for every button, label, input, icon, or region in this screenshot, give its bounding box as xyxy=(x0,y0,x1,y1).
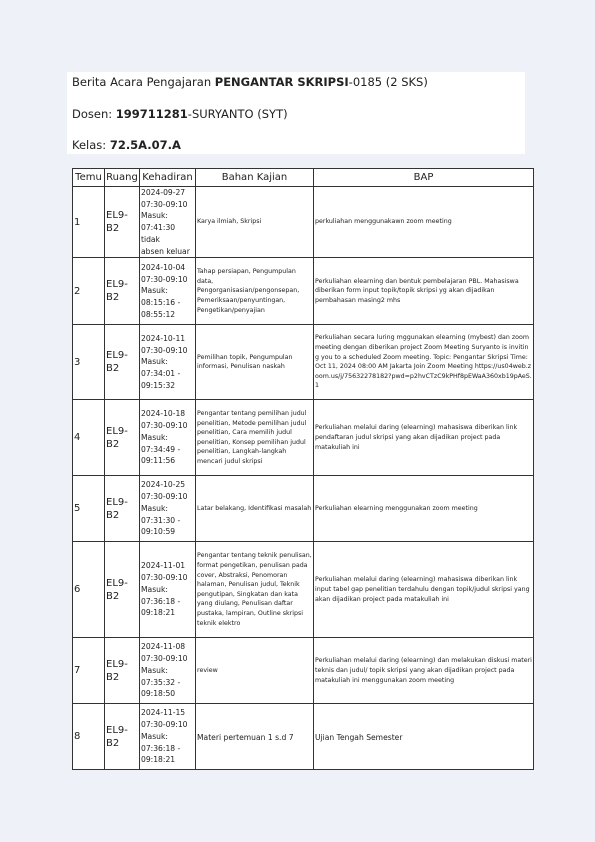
class-line xyxy=(72,138,181,152)
cell-kehadiran: 2024-10-11 07:30-09:10 Masuk: 07:34:01 - 09:15:32 xyxy=(140,325,196,400)
cell-bahan-kajian: Pengantar tentang teknik penulisan, format pengetikan, penulisan pada cover, Abstraksi, Penomoran halaman, Penulisan judul, Teknik pengutipan, Singkatan dan kata yang diulang, Penulisan daftar pustaka, lampiran, Outline skripsi teknik elektro xyxy=(196,542,314,638)
cell-kehadiran: 2024-11-15 07:30-09:10 Masuk: 07:36:18 - 09:18:21 xyxy=(140,704,196,770)
table-row xyxy=(73,187,534,258)
cell-ruang: EL9- B2 xyxy=(105,638,140,704)
cell-temu: 1 xyxy=(73,187,105,258)
cell-ruang: EL9- B2 xyxy=(105,325,140,400)
cell-bahan-kajian: Latar belakang, Identifikasi masalah xyxy=(196,476,314,542)
table-header-row xyxy=(73,169,534,187)
table-row xyxy=(73,638,534,704)
cell-ruang: EL9- B2 xyxy=(105,704,140,770)
cell-temu: 7 xyxy=(73,638,105,704)
cell-bap: perkuliahan menggunakawn zoom meeting xyxy=(314,187,534,258)
table-row xyxy=(73,258,534,325)
cell-bahan-kajian: Materi pertemuan 1 s.d 7 xyxy=(196,704,314,770)
lecturer-nip: 199711281 xyxy=(115,107,188,121)
cell-bap: Perkuliahan elearning dan bentuk pembelajaran PBL. Mahasiswa diberikan form input topik/topik skripsi yg akan dijadikan pembahasan masing2 mhs xyxy=(314,258,534,325)
class-value: 72.5A.07.A xyxy=(109,138,181,152)
col-header-ruang: Ruang xyxy=(105,169,140,187)
cell-temu: 6 xyxy=(73,542,105,638)
lecturer-line xyxy=(72,107,288,121)
cell-bahan-kajian: Tahap persiapan, Pengumpulan data, Pengorganisasian/pengonsepan, Pemeriksaan/penyuntingan, Pengetikan/penyajian xyxy=(196,258,314,325)
course-name: PENGANTAR SKRIPSI xyxy=(214,75,349,89)
cell-bahan-kajian: Pemilihan topik, Pengumpulan informasi, Penulisan naskah xyxy=(196,325,314,400)
col-header-bap: BAP xyxy=(314,169,534,187)
cell-bap: Perkuliahan melalui daring (elearning) mahasiswa diberikan link pendaftaran judul skripsi yang akan dijadikan project pada matakuliah ini xyxy=(314,400,534,476)
cell-ruang: EL9- B2 xyxy=(105,400,140,476)
cell-temu: 2 xyxy=(73,258,105,325)
cell-bap: Perkuliahan elearning menggunakan zoom meeting xyxy=(314,476,534,542)
cell-kehadiran: 2024-10-18 07:30-09:10 Masuk: 07:34:49 - 09:11:56 xyxy=(140,400,196,476)
table-row xyxy=(73,476,534,542)
cell-ruang: EL9- B2 xyxy=(105,542,140,638)
table-row xyxy=(73,542,534,638)
cell-ruang: EL9- B2 xyxy=(105,258,140,325)
class-label: Kelas: xyxy=(72,138,110,152)
col-header-kehadiran: Kehadiran xyxy=(140,169,196,187)
cell-bap: Perkuliahan melalui daring (elearning) dan melakukan diskusi materi teknis dan judul/ topik skripsi yang akan dijadikan project pada matakuliah ini menggunakan zoom meeting xyxy=(314,638,534,704)
title-prefix: Berita Acara Pengajaran xyxy=(72,75,215,89)
table-row xyxy=(73,325,534,400)
cell-ruang: EL9- B2 xyxy=(105,476,140,542)
cell-temu: 8 xyxy=(73,704,105,770)
course-code: -0185 (2 SKS) xyxy=(348,75,428,89)
cell-kehadiran: 2024-11-08 07:30-09:10 Masuk: 07:35:32 - 09:18:50 xyxy=(140,638,196,704)
cell-kehadiran: 2024-10-04 07:30-09:10 Masuk: 08:15:16 - 08:55:12 xyxy=(140,258,196,325)
title-line xyxy=(72,75,428,89)
col-header-temu: Temu xyxy=(73,169,105,187)
cell-bahan-kajian: Pengantar tentang pemilihan judul penelitian, Metode pemilihan judul penelitian, Cara memilih judul penelitian, Konsep pemilihan judul penelitian, Langkah-langkah mencari judul skripsi xyxy=(196,400,314,476)
cell-bahan-kajian: Karya ilmiah, Skripsi xyxy=(196,187,314,258)
cell-kehadiran: 2024-11-01 07:30-09:10 Masuk: 07:36:18 - 09:18:21 xyxy=(140,542,196,638)
cell-bap: Perkuliahan melalui daring (elearning) mahasiswa diberikan link input tabel gap penelitian terdahulu dengan topik/judul skripsi yang akan dijadikan project pada matakuliah ini xyxy=(314,542,534,638)
document-header xyxy=(67,72,525,154)
cell-bahan-kajian: review xyxy=(196,638,314,704)
lecturer-label: Dosen: xyxy=(72,107,116,121)
bap-table xyxy=(72,168,534,770)
table-row xyxy=(73,400,534,476)
cell-temu: 4 xyxy=(73,400,105,476)
lecturer-name: -SURYANTO (SYT) xyxy=(187,107,288,121)
cell-kehadiran: 2024-10-25 07:30-09:10 Masuk: 07:31:30 - 09:10:59 xyxy=(140,476,196,542)
cell-kehadiran: 2024-09-27 07:30-09:10 Masuk: 07:41:30 tidak absen keluar xyxy=(140,187,196,258)
col-header-bahan-kajian: Bahan Kajian xyxy=(196,169,314,187)
cell-temu: 5 xyxy=(73,476,105,542)
cell-bap: Perkuliahan secara luring mggunakan elearning (mybest) dan zoom meeting dengan diberikan project Zoom Meeting Suryanto is inviting you to a scheduled Zoom meeting. Topic: Pengantar Skripsi Time: Oct 11, 2024 08:00 AM Jakarta Join Zoom Meeting https://us04web.zoom.us/j/75632278182?pwd=p2hvCTzC9kPHf8pEWaA360xb19pAeS.1 xyxy=(314,325,534,400)
cell-ruang: EL9- B2 xyxy=(105,187,140,258)
cell-bap: Ujian Tengah Semester xyxy=(314,704,534,770)
cell-temu: 3 xyxy=(73,325,105,400)
table-row xyxy=(73,704,534,770)
